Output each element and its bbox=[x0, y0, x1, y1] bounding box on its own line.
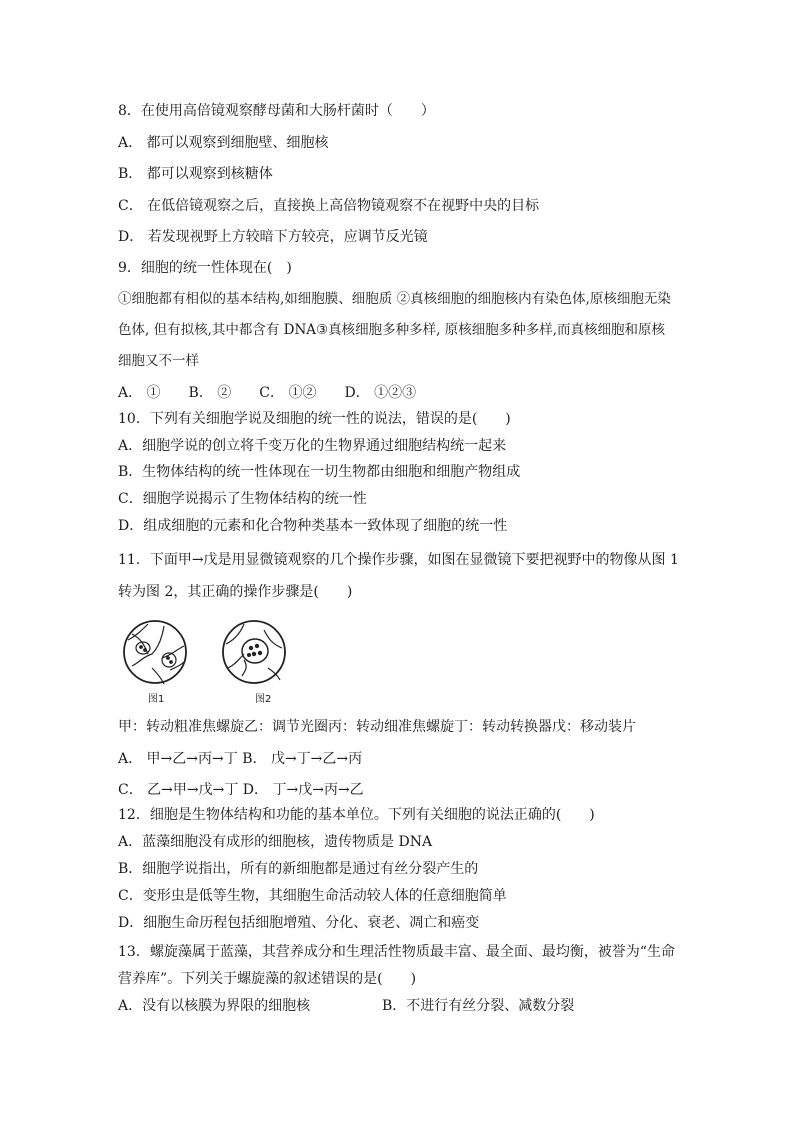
q13-stem-line1: 13．螺旋藻属于蓝藻，其营养成分和生理活性物质最丰富、最全面、最均衡，被誉为“生命 bbox=[118, 944, 675, 960]
q9-options: A． ① B． ② C． ①② D． ①②③ bbox=[118, 385, 417, 401]
q11-stem-line2: 转为图 2，其正确的操作步骤是( ) bbox=[118, 584, 353, 600]
q13-stem-line2: 营养库”。下列关于螺旋藻的叙述错误的是( ) bbox=[118, 971, 417, 987]
microscope-figure bbox=[118, 618, 308, 710]
q8-option-c: C． 在低倍镜观察之后，直接换上高倍物镜观察不在视野中央的目标 bbox=[118, 198, 540, 214]
microscope-views-illustration bbox=[118, 618, 308, 690]
q11-stem-line1: 11．下面甲→戊是用显微镜观察的几个操作步骤，如图在显微镜下要把视野中的物像从图 1 bbox=[118, 552, 679, 568]
q10-option-b: B．生物体结构的统一性体现在一切生物都由细胞和细胞产物组成 bbox=[118, 464, 521, 480]
view-2-circle bbox=[223, 621, 285, 683]
q13-option-a: A．没有以核膜为界限的细胞核 bbox=[118, 998, 311, 1014]
figure-1-label: 图1 bbox=[148, 694, 165, 705]
q12-option-b: B．细胞学说指出，所有的新细胞都是通过有丝分裂产生的 bbox=[118, 861, 479, 877]
q9-body: ①细胞都有相似的基本结构,如细胞膜、细胞质 ②真核细胞的细胞核内有染色体,原核细胞无染色体, 但有拟核,其中都含有 DNA③真核细胞多种多样, 原核细胞多种多样,而真核细胞和原核细胞又不一样 bbox=[118, 291, 671, 369]
q12-option-a: A．蓝藻细胞没有成形的细胞核，遗传物质是 DNA bbox=[118, 834, 433, 850]
q12-option-d: D．细胞生命历程包括细胞增殖、分化、衰老、凋亡和癌变 bbox=[118, 915, 480, 931]
q8-stem: 8．在使用高倍镜观察酵母菌和大肠杆菌时（ ） bbox=[118, 103, 435, 119]
figure-2-label: 图2 bbox=[255, 694, 272, 705]
q13-option-b: B．不进行有丝分裂、减数分裂 bbox=[382, 998, 575, 1014]
q9-stem: 9．细胞的统一性体现在( ) bbox=[118, 260, 292, 276]
q10-option-c: C．细胞学说揭示了生物体结构的统一性 bbox=[118, 491, 367, 507]
q12-stem: 12．细胞是生物体结构和功能的基本单位。下列有关细胞的说法正确的( ) bbox=[118, 807, 595, 823]
q11-steps: 甲：转动粗准焦螺旋乙：调节光圈丙：转动细准焦螺旋丁：转动转换器戊：移动装片 bbox=[118, 719, 636, 735]
q10-stem: 10．下列有关细胞学说及细胞的统一性的说法，错误的是( ) bbox=[118, 411, 511, 427]
q12-option-c: C．变形虫是低等生物，其细胞生命活动较人体的任意细胞简单 bbox=[118, 888, 507, 904]
view-1-circle bbox=[124, 621, 186, 684]
q8-option-a: A． 都可以观察到细胞壁、细胞核 bbox=[118, 135, 329, 151]
q8-option-b: B． 都可以观察到核糖体 bbox=[118, 166, 273, 182]
q10-option-d: D．组成细胞的元素和化合物种类基本一致体现了细胞的统一性 bbox=[118, 518, 508, 534]
q11-options-cd: C． 乙→甲→戊→丁 D． 丁→戊→丙→乙 bbox=[118, 782, 364, 798]
q8-option-d: D． 若发现视野上方较暗下方较亮，应调节反光镜 bbox=[118, 229, 428, 245]
q10-option-a: A．细胞学说的创立将千变万化的生物界通过细胞结构统一起来 bbox=[118, 438, 507, 454]
q11-options-ab: A． 甲→乙→丙→丁 B． 戊→丁→乙→丙 bbox=[118, 751, 363, 767]
